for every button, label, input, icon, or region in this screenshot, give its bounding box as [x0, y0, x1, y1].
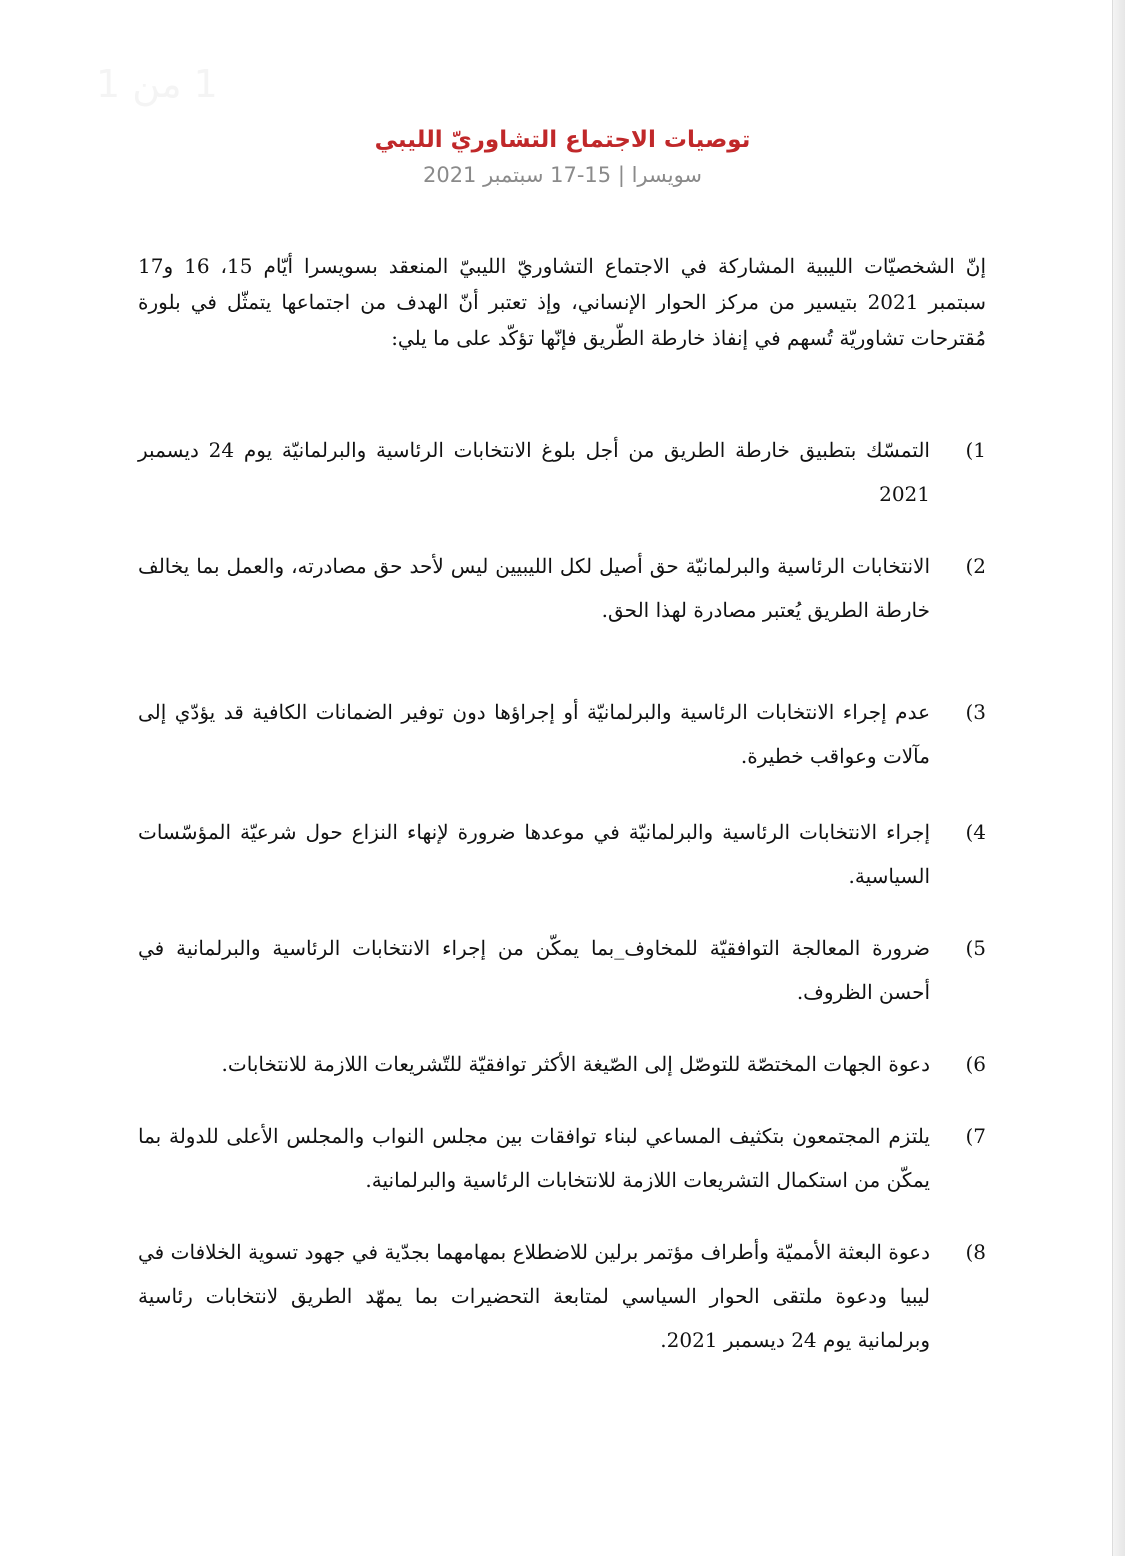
- recommendation-text: ضرورة المعالجة التوافقيّة للمخاوف_بما يمكّن من إجراء الانتخابات الرئاسية والبرلمانية في أحسن الظروف.: [138, 936, 930, 1004]
- recommendation-number: 6): [965, 1052, 986, 1076]
- recommendation-item: [138, 1114, 986, 1202]
- recommendation-item: [138, 926, 986, 1014]
- recommendation-text: عدم إجراء الانتخابات الرئاسية والبرلمانيّة أو إجراؤها دون توفير الضمانات الكافية قد يؤدّي إلى مآلات وعواقب خطيرة.: [138, 700, 930, 768]
- recommendation-number: 8): [965, 1240, 986, 1264]
- document-subtitle: سويسرا | 15-17 سبتمبر 2021: [422, 163, 703, 187]
- recommendation-item: [138, 428, 986, 516]
- recommendation-text: إجراء الانتخابات الرئاسية والبرلمانيّة في موعدها ضرورة لإنهاء النزاع حول شرعيّة المؤسّسات السياسية.: [138, 820, 930, 888]
- document-header: [0, 122, 1125, 192]
- page-number-watermark: 1 من 1: [96, 62, 218, 106]
- recommendation-item: [138, 544, 986, 632]
- recommendation-item: [138, 1230, 986, 1362]
- recommendation-number: 1): [965, 438, 986, 462]
- recommendation-number: 4): [965, 820, 986, 844]
- recommendation-number: 3): [965, 700, 986, 724]
- recommendation-text: دعوة الجهات المختصّة للتوصّل إلى الصّيغة الأكثر توافقيّة للتّشريعات اللازمة للانتخابات.: [221, 1052, 930, 1076]
- document-title: توصيات الاجتماع التشاوريّ الليبي: [374, 127, 751, 153]
- recommendations-list: [138, 428, 986, 1362]
- recommendation-number: 2): [965, 554, 986, 578]
- recommendation-number: 5): [965, 936, 986, 960]
- recommendation-number: 7): [965, 1124, 986, 1148]
- recommendation-text: الانتخابات الرئاسية والبرلمانيّة حق أصيل لكل الليبيين ليس لأحد حق مصادرته، والعمل بما يخالف خارطة الطريق يُعتبر مصادرة لهذا الحق.: [138, 554, 930, 622]
- recommendation-item: [138, 1042, 986, 1086]
- recommendation-item: [138, 810, 986, 898]
- recommendation-text: دعوة البعثة الأمميّة وأطراف مؤتمر برلين للاضطلاع بمهامهما بجدّية في جهود تسوية الخلافات في ليبيا ودعوة ملتقى الحوار السياسي لمتابعة التحضيرات بما يمهّد الطريق لانتخابات رئاسية وبرلمانية يوم 24 ديسمبر 2021.: [138, 1240, 930, 1352]
- page-edge-shadow: [1112, 0, 1125, 1556]
- intro-paragraph: إنّ الشخصيّات الليبية المشاركة في الاجتماع التشاوريّ الليبيّ المنعقد بسويسرا أيّام 15، 16 و17 سبتمبر 2021 بتيسير من مركز الحوار الإنساني، وإذ تعتبر أنّ الهدف من اجتماعها يتمثّل في بلورة مُقترحات تشاوريّة تُسهم في إنفاذ خارطة الطّريق فإنّها تؤكّد على ما يلي:: [138, 254, 987, 350]
- recommendation-item: [138, 690, 986, 778]
- recommendation-text: يلتزم المجتمعون بتكثيف المساعي لبناء توافقات بين مجلس النواب والمجلس الأعلى للدولة بما يمكّن من استكمال التشريعات اللازمة للانتخابات الرئاسية والبرلمانية.: [138, 1124, 930, 1192]
- recommendation-text: التمسّك بتطبيق خارطة الطريق من أجل بلوغ الانتخابات الرئاسية والبرلمانيّة يوم 24 ديسمبر 2021: [138, 438, 930, 506]
